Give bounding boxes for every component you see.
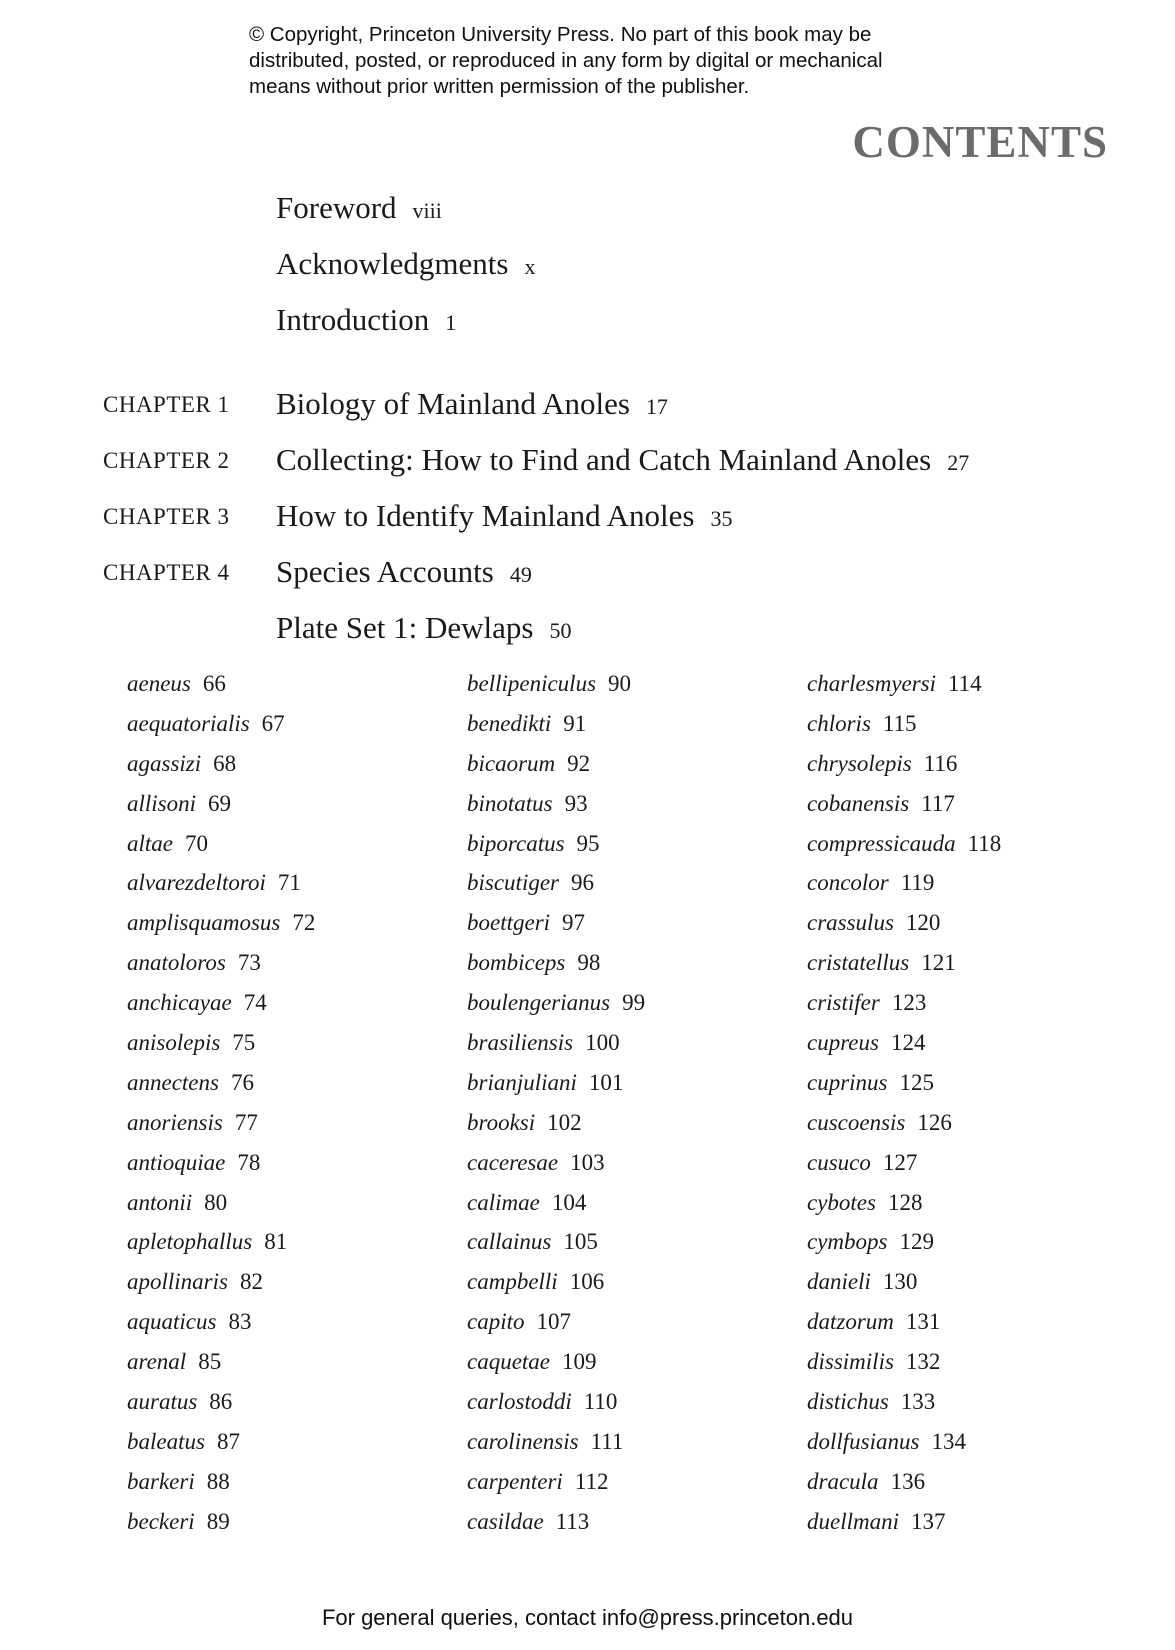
species-page: 116	[923, 750, 958, 776]
species-page: 92	[567, 750, 591, 776]
species-name: aeneus	[127, 671, 191, 696]
species-page: 74	[243, 990, 267, 1016]
species-name: boettgeri	[467, 910, 551, 936]
chapter-title: Species Accounts	[276, 554, 494, 589]
species-name: chloris	[807, 710, 871, 736]
list-item[interactable]	[807, 1382, 1001, 1422]
species-name: brasiliensis	[467, 1030, 574, 1056]
toc-entry-title: Acknowledgments	[276, 246, 509, 281]
species-name: carpenteri	[467, 1468, 563, 1494]
species-name: cuscoensis	[807, 1109, 906, 1135]
species-page: 71	[277, 870, 301, 896]
list-item[interactable]	[467, 1183, 645, 1223]
species-page: 80	[204, 1189, 228, 1215]
toc-chapter-1[interactable]	[0, 376, 1175, 432]
species-name: chrysolepis	[807, 750, 912, 776]
list-item[interactable]	[127, 903, 315, 943]
list-item[interactable]	[467, 784, 645, 824]
list-item[interactable]	[807, 784, 1001, 824]
chapter-page: 49	[509, 562, 532, 587]
species-name: concolor	[807, 870, 889, 896]
species-name: dracula	[807, 1468, 879, 1494]
list-item[interactable]	[807, 1023, 1001, 1063]
list-item[interactable]	[127, 1262, 315, 1302]
species-name: callainus	[467, 1229, 552, 1255]
species-name: biporcatus	[467, 830, 565, 856]
list-item[interactable]	[807, 983, 1001, 1023]
species-name: cusuco	[807, 1149, 871, 1175]
chapter-label: CHAPTER 2	[103, 448, 230, 473]
species-page: 87	[216, 1428, 240, 1454]
list-item[interactable]	[467, 1222, 645, 1262]
species-name: anchicayae	[127, 990, 232, 1016]
list-item[interactable]	[467, 1302, 645, 1342]
list-item[interactable]	[807, 1422, 1001, 1462]
species-column-3	[807, 664, 1001, 1542]
list-item[interactable]	[467, 744, 645, 784]
list-item[interactable]	[807, 1342, 1001, 1382]
species-page: 137	[911, 1508, 946, 1534]
species-name: anoriensis	[127, 1109, 223, 1135]
list-item[interactable]	[467, 1342, 645, 1382]
species-name: charlesmyersi	[807, 671, 937, 696]
list-item[interactable]	[467, 704, 645, 744]
copyright-line: distributed, posted, or reproduced in any form by digital or mechanical	[249, 49, 883, 72]
list-item[interactable]	[467, 824, 645, 864]
species-page: 70	[185, 830, 208, 856]
list-item[interactable]	[807, 1502, 1001, 1542]
toc-chapter-4[interactable]	[0, 544, 1175, 600]
species-name: brianjuliani	[467, 1069, 577, 1095]
species-page: 75	[232, 1030, 256, 1056]
species-page: 83	[228, 1309, 252, 1335]
toc-chapter-3[interactable]	[0, 488, 1175, 544]
species-name: cupreus	[807, 1030, 879, 1056]
copyright-line: means without prior written permission of the publisher.	[249, 75, 750, 98]
species-name: cristifer	[807, 990, 880, 1016]
species-name: allisoni	[127, 790, 197, 816]
species-name: auratus	[127, 1389, 198, 1415]
species-name: compressicauda	[807, 830, 956, 856]
species-name: datzorum	[807, 1309, 894, 1335]
chapter-list	[0, 376, 1175, 656]
species-page: 67	[261, 710, 285, 736]
species-page: 86	[209, 1389, 233, 1415]
species-page: 120	[905, 910, 941, 936]
list-item[interactable]	[807, 1222, 1001, 1262]
species-page: 99	[622, 990, 646, 1016]
species-name: barkeri	[127, 1468, 195, 1494]
species-name: antonii	[127, 1189, 193, 1215]
list-item[interactable]	[127, 744, 315, 784]
list-item[interactable]	[127, 1302, 315, 1342]
species-name: agassizi	[127, 750, 202, 776]
species-name: crassulus	[807, 910, 894, 936]
species-name: aquaticus	[127, 1309, 217, 1335]
species-page: 110	[583, 1389, 618, 1415]
list-item[interactable]	[127, 1462, 315, 1502]
species-page: 128	[887, 1189, 923, 1215]
species-name: cristatellus	[807, 950, 910, 976]
list-item[interactable]	[807, 1183, 1001, 1223]
list-item[interactable]	[807, 1143, 1001, 1183]
species-page: 133	[900, 1389, 936, 1415]
chapter-page: 50	[549, 618, 572, 643]
species-name: duellmani	[807, 1508, 899, 1534]
toc-chapter-2[interactable]	[0, 432, 1175, 488]
species-page: 91	[563, 710, 587, 736]
list-item[interactable]	[127, 863, 315, 903]
species-page: 98	[577, 950, 601, 976]
copyright-notice	[249, 22, 949, 100]
species-page: 134	[931, 1428, 966, 1454]
toc-entry-title: Introduction	[276, 302, 430, 337]
species-name: binotatus	[467, 790, 553, 816]
list-item[interactable]	[807, 664, 1001, 704]
species-page: 113	[555, 1508, 590, 1534]
species-name: boulengerianus	[467, 990, 611, 1016]
species-name: cymbops	[807, 1229, 888, 1255]
list-item[interactable]	[807, 1302, 1001, 1342]
toc-entry-title: Foreword	[276, 190, 397, 225]
page-title: CONTENTS	[852, 117, 1108, 167]
list-item[interactable]	[467, 863, 645, 903]
list-item[interactable]	[467, 1382, 645, 1422]
toc-entry-acknowledgments[interactable]	[276, 236, 535, 292]
list-item[interactable]	[127, 1063, 315, 1103]
species-page: 118	[967, 830, 1002, 856]
list-item[interactable]	[807, 1462, 1001, 1502]
species-name: dollfusianus	[807, 1428, 920, 1454]
species-page: 77	[234, 1109, 258, 1135]
species-name: cybotes	[807, 1189, 876, 1215]
species-page: 109	[562, 1349, 597, 1375]
list-item[interactable]	[127, 943, 315, 983]
species-page: 103	[570, 1149, 605, 1175]
species-page: 72	[292, 910, 316, 936]
species-page: 85	[198, 1349, 222, 1375]
list-item[interactable]	[807, 1103, 1001, 1143]
species-page: 130	[882, 1269, 918, 1295]
species-page: 73	[237, 950, 261, 976]
chapter-page: 35	[710, 506, 733, 531]
species-page: 117	[921, 790, 955, 816]
list-item[interactable]	[127, 1222, 315, 1262]
species-page: 82	[239, 1269, 263, 1295]
species-page: 107	[536, 1309, 571, 1335]
species-page: 127	[882, 1149, 918, 1175]
list-item[interactable]	[807, 943, 1001, 983]
species-page: 66	[202, 671, 226, 696]
species-name: carolinensis	[467, 1428, 579, 1454]
species-page: 88	[206, 1468, 230, 1494]
species-name: aequatorialis	[127, 710, 250, 736]
list-item[interactable]	[127, 1502, 315, 1542]
species-page: 69	[208, 790, 232, 816]
species-name: calimae	[467, 1189, 540, 1215]
list-item[interactable]	[127, 664, 315, 704]
list-item[interactable]	[127, 1382, 315, 1422]
species-name: cobanensis	[807, 790, 910, 816]
species-page: 78	[237, 1149, 261, 1175]
species-name: bicaorum	[467, 750, 556, 776]
species-page: 111	[590, 1428, 624, 1454]
species-page: 112	[574, 1468, 609, 1494]
species-page: 68	[213, 750, 237, 776]
species-page: 104	[551, 1189, 587, 1215]
chapter-title: How to Identify Mainland Anoles	[276, 498, 695, 533]
species-name: danieli	[807, 1269, 871, 1295]
list-item[interactable]	[467, 1023, 645, 1063]
list-item[interactable]	[807, 744, 1001, 784]
list-item[interactable]	[467, 1103, 645, 1143]
list-item[interactable]	[807, 824, 1001, 864]
species-name: dissimilis	[807, 1349, 894, 1375]
list-item[interactable]	[467, 664, 645, 704]
species-page: 126	[917, 1109, 952, 1135]
species-name: anatoloros	[127, 950, 226, 976]
species-page: 89	[206, 1508, 230, 1534]
list-item[interactable]	[467, 943, 645, 983]
list-item[interactable]	[467, 1262, 645, 1302]
species-page: 105	[563, 1229, 598, 1255]
species-name: apletophallus	[127, 1229, 253, 1255]
species-name: bombiceps	[467, 950, 566, 976]
list-item[interactable]	[467, 1422, 645, 1462]
species-name: arenal	[127, 1349, 187, 1375]
species-column-1	[127, 664, 315, 1542]
list-item[interactable]	[127, 1103, 315, 1143]
species-page: 96	[571, 870, 594, 896]
species-page: 76	[230, 1069, 254, 1095]
species-page: 102	[547, 1109, 582, 1135]
chapter-title: Plate Set 1: Dewlaps	[276, 610, 534, 645]
species-name: biscutiger	[467, 870, 559, 896]
list-item[interactable]	[467, 1462, 645, 1502]
species-page: 123	[891, 990, 927, 1016]
species-name: campbelli	[467, 1269, 558, 1295]
species-name: casildae	[467, 1508, 544, 1534]
list-item[interactable]	[127, 1023, 315, 1063]
footer-contact: For general queries, contact info@press.princeton.edu	[321, 1605, 854, 1630]
toc-plate-set-1[interactable]	[0, 600, 1175, 656]
species-page: 132	[905, 1349, 941, 1375]
list-item[interactable]	[127, 784, 315, 824]
species-page: 106	[569, 1269, 605, 1295]
species-page: 115	[882, 710, 917, 736]
species-name: alvarezdeltoroi	[127, 870, 266, 896]
chapter-title: Collecting: How to Find and Catch Mainland Anoles	[276, 442, 932, 477]
chapter-page: 17	[645, 394, 668, 419]
toc-entry-page: viii	[412, 198, 442, 223]
species-page: 101	[588, 1069, 624, 1095]
chapter-label: CHAPTER 1	[103, 392, 230, 417]
species-page: 119	[900, 870, 935, 896]
list-item[interactable]	[127, 704, 315, 744]
species-name: distichus	[807, 1389, 889, 1415]
list-item[interactable]	[807, 903, 1001, 943]
species-page: 136	[890, 1468, 926, 1494]
species-page: 97	[562, 910, 586, 936]
list-item[interactable]	[807, 1262, 1001, 1302]
list-item[interactable]	[467, 983, 645, 1023]
toc-entry-page: 1	[445, 310, 457, 335]
species-page: 129	[899, 1229, 934, 1255]
list-item[interactable]	[467, 903, 645, 943]
species-column-2	[467, 664, 645, 1542]
species-page: 131	[905, 1309, 941, 1335]
chapter-title: Biology of Mainland Anoles	[276, 386, 630, 421]
chapter-label: CHAPTER 4	[103, 560, 230, 585]
species-page: 124	[890, 1030, 926, 1056]
species-name: caquetae	[467, 1349, 551, 1375]
species-name: annectens	[127, 1069, 219, 1095]
species-page: 95	[576, 830, 600, 856]
list-item[interactable]	[127, 824, 315, 864]
species-name: baleatus	[127, 1428, 205, 1454]
species-page: 121	[921, 950, 956, 976]
species-page: 114	[948, 671, 982, 696]
species-name: benedikti	[467, 710, 552, 736]
species-name: cuprinus	[807, 1069, 888, 1095]
list-item[interactable]	[807, 863, 1001, 903]
toc-entry-page: x	[524, 254, 536, 279]
list-item[interactable]	[807, 704, 1001, 744]
species-name: amplisquamosus	[127, 910, 281, 936]
list-item[interactable]	[127, 1422, 315, 1462]
list-item[interactable]	[127, 1342, 315, 1382]
species-page: 125	[899, 1069, 934, 1095]
species-page: 81	[264, 1229, 288, 1255]
toc-entry-foreword[interactable]	[276, 180, 535, 236]
species-name: bellipeniculus	[467, 671, 597, 696]
species-name: antioquiae	[127, 1149, 226, 1175]
species-name: caceresae	[467, 1149, 559, 1175]
species-name: brooksi	[467, 1109, 536, 1135]
list-item[interactable]	[127, 1183, 315, 1223]
species-name: apollinaris	[127, 1269, 228, 1295]
species-page: 90	[608, 671, 632, 696]
chapter-label: CHAPTER 3	[103, 504, 230, 529]
list-item[interactable]	[127, 983, 315, 1023]
species-page: 100	[585, 1030, 620, 1056]
species-name: altae	[127, 830, 173, 856]
species-name: carlostoddi	[467, 1389, 572, 1415]
chapter-page: 27	[947, 450, 970, 475]
list-item[interactable]	[127, 1143, 315, 1183]
list-item[interactable]	[807, 1063, 1001, 1103]
toc-entry-introduction[interactable]	[276, 292, 535, 348]
list-item[interactable]	[467, 1143, 645, 1183]
species-name: anisolepis	[127, 1030, 221, 1056]
copyright-line: © Copyright, Princeton University Press. No part of this book may be	[249, 23, 872, 46]
list-item[interactable]	[467, 1502, 645, 1542]
species-name: capito	[467, 1309, 525, 1335]
species-name: beckeri	[127, 1508, 195, 1534]
list-item[interactable]	[467, 1063, 645, 1103]
species-page: 93	[564, 790, 588, 816]
front-matter-list	[276, 180, 535, 348]
